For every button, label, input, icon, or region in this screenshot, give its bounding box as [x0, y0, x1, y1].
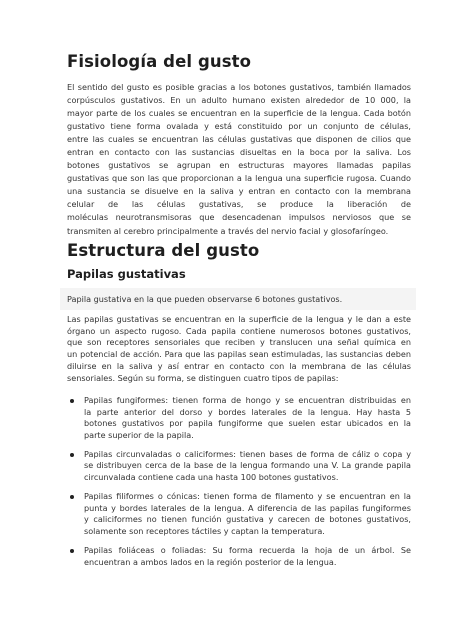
text-line: sensoriales. Según su forma, se distinguen cuatro tipos de papilas: [67, 372, 339, 383]
text-line: moléculas neurotransmisoras que desencadenan impulsos nerviosos que se [67, 212, 411, 223]
text-line: diluirse en la saliva y así entrar en contacto con la membrana de las células [67, 360, 411, 371]
text-line: El sentido del gusto es posible gracias a los botones gustativos, también llamados [67, 82, 411, 92]
text-line: solamente son receptores táctiles y captan la temperatura. [84, 525, 325, 536]
list-item-circunvaladas [67, 449, 411, 484]
text-line: parte superior de la papila. [84, 429, 194, 440]
image-caption-box [60, 288, 416, 310]
paragraph-papilas [67, 314, 411, 384]
text-line: Papilas foliáceas o foliadas: Su forma recuerda la hoja de un árbol. Se [84, 545, 411, 556]
text-line: punta y bordes laterales de la lengua. A diferencia de las papilas fungiformes [84, 502, 411, 513]
text-line: mayor parte de los cuales se encuentran en la superficie de la lengua. Cada botón [67, 108, 411, 119]
text-line: gustativo tiene forma ovalada y está constituido por un conjunto de células, [67, 121, 411, 132]
text-line: un potencial de acción. Para que las papilas sean estimuladas, las sustancias deben [67, 349, 411, 360]
text-line: Papilas fungiformes: tienen forma de hongo y se encuentran distribuidas en [84, 395, 411, 405]
bullet-icon [70, 495, 74, 499]
text-line: encuentran a ambos lados en la región posterior de la lengua. [84, 556, 337, 567]
bullet-icon [70, 549, 74, 553]
text-line: se distribuyen cerca de la base de la lengua formando una V. La grande papila [84, 460, 411, 471]
text-line: Las papilas gustativas se encuentran en la superficie de la lengua y le dan a este [67, 314, 411, 324]
text-line: entran en contacto con las sustancias disueltas en la boca por la saliva. Los [67, 147, 411, 158]
bullet-icon [70, 453, 74, 457]
text-line: transmiten al cerebro principalmente a través del nervio facial y glosofaríngeo. [67, 225, 389, 236]
text-line: botones gustativos por papila fungiforme que suelen estar ubicados en la [84, 418, 411, 429]
text-line: una sustancia se disuelve en la saliva y entran en contacto con la membrana [67, 186, 411, 197]
text-line: órgano un aspecto rugoso. Cada papila contiene numerosos botones gustativos, [67, 325, 411, 336]
text-line: Papilas circunvaladas o caliciformes: tienen bases de forma de cáliz o copa y [84, 448, 411, 459]
text-line: la parte anterior del dorso y bordes laterales de la lengua. Hay hasta 5 [84, 406, 411, 417]
text-line: Papilas filiformes o cónicas: tienen forma de filamento y se encuentran en la [84, 491, 411, 502]
text-line: entre las cuales se encuentran las células gustativas que disponen de cilios que [67, 134, 411, 145]
papilas-list [67, 395, 411, 576]
paragraph-fisiologia [67, 81, 411, 238]
list-item-filiformes [67, 491, 411, 537]
section-title-estructura: Estructura del gusto [67, 241, 260, 260]
list-item-foliaceas [67, 545, 411, 568]
text-line: celular de las células gustativas, se produce la liberación de [67, 199, 411, 210]
subsection-title-papilas: Papilas gustativas [67, 267, 186, 281]
text-line: que son receptores sensoriales que reciben y translucen una señal química en [67, 337, 411, 348]
text-line: botones gustativos se agrupan en estructuras mayores llamadas papilas [67, 160, 411, 171]
section-title-fisiologia: Fisiología del gusto [67, 52, 252, 71]
image-caption: Papila gustativa en la que pueden observarse 6 botones gustativos. [67, 294, 343, 304]
text-line: corpúsculos gustativos. En un adulto humano existen alrededor de 10 000, la [67, 95, 411, 106]
text-line: circunvalada contiene cada una hasta 100 botones gustativos. [84, 472, 339, 483]
text-line: y caliciformes no tienen función gustativa y carecen de botones gustativos, [84, 514, 411, 525]
bullet-icon [70, 399, 74, 403]
text-line: gustativas que son las que proporcionan a la lengua una superficie rugosa. Cuando [67, 173, 411, 184]
list-item-fungiformes [67, 395, 411, 441]
